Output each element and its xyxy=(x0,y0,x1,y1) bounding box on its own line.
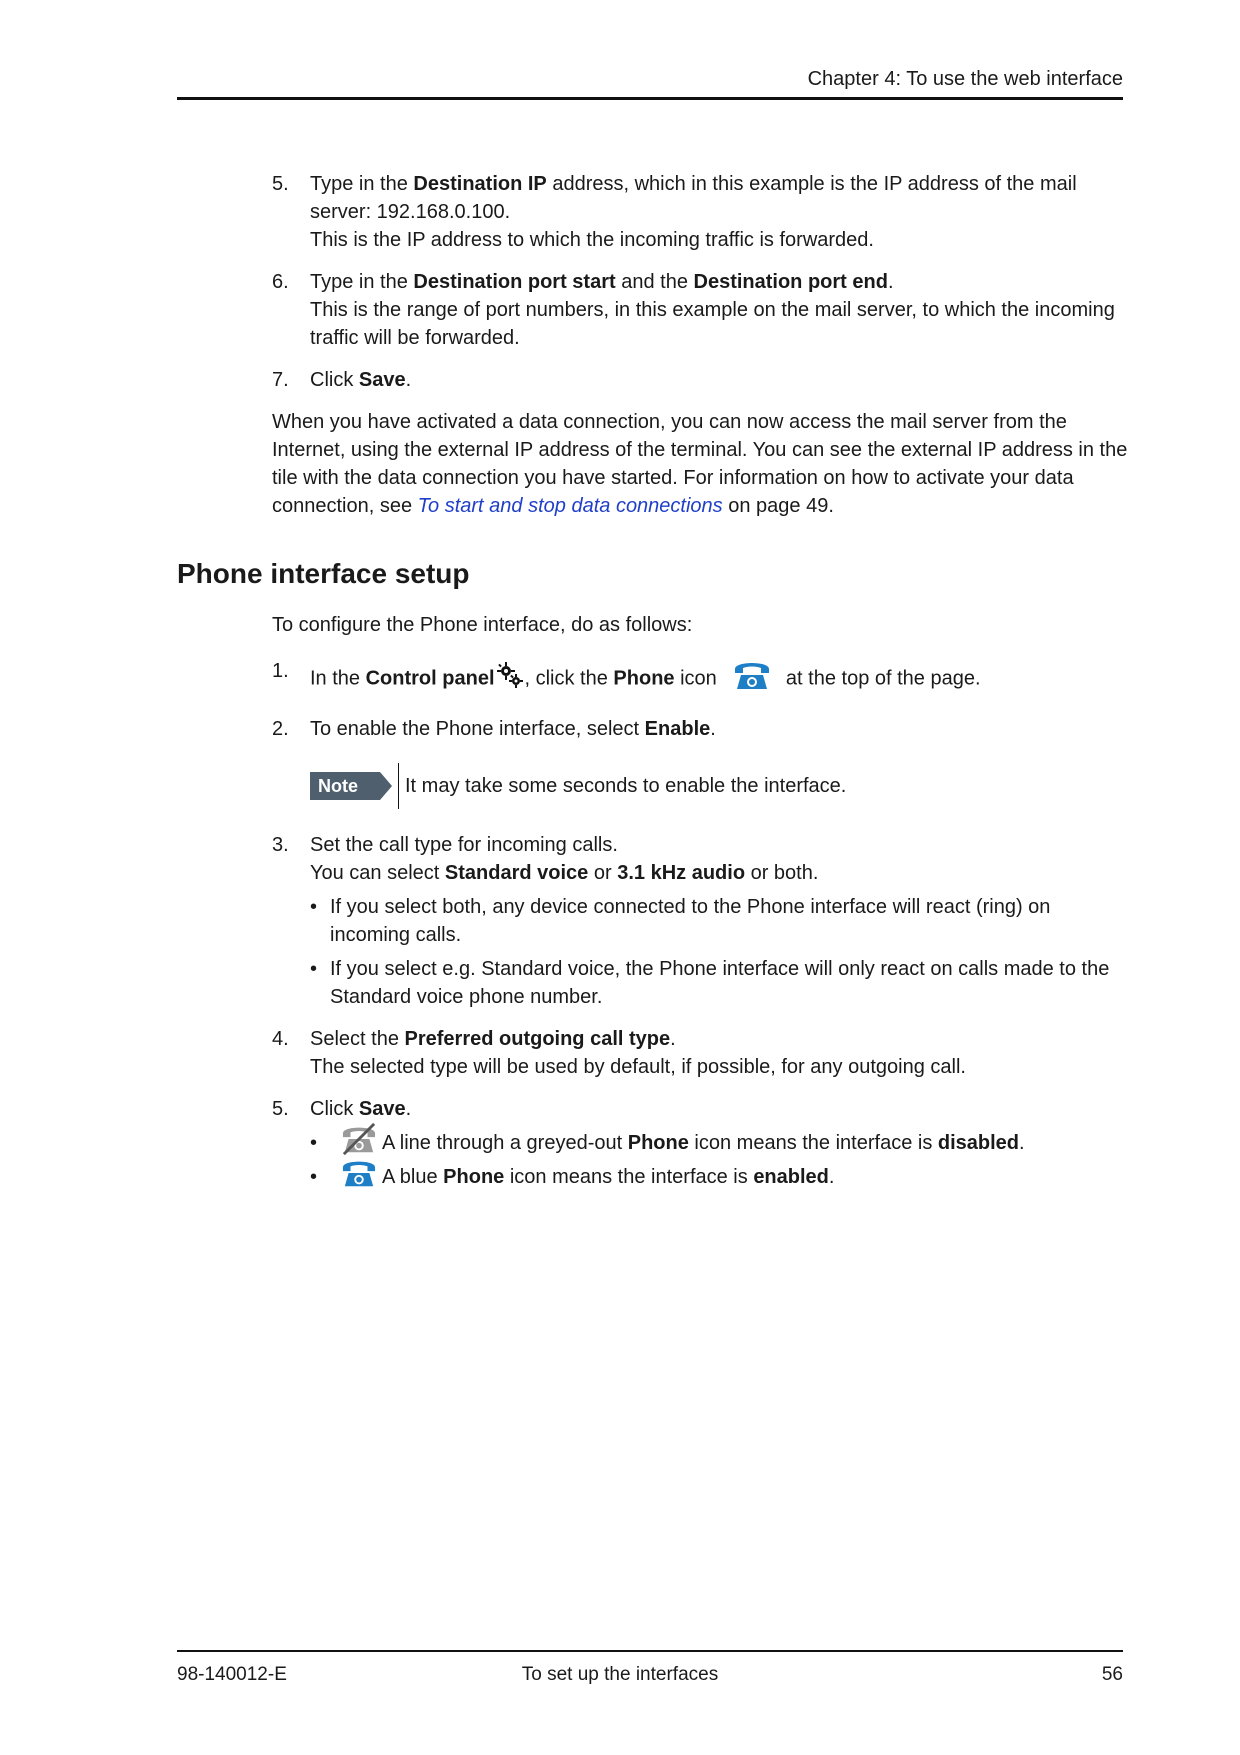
step-3 xyxy=(272,831,1132,1011)
icon-bullet-list xyxy=(310,1127,1132,1193)
list-item-text: A blue Phone icon means the interface is enabled. xyxy=(382,1166,835,1188)
running-header: Chapter 4: To use the web interface xyxy=(807,68,1123,90)
footer-title: To set up the interfaces xyxy=(521,1664,719,1685)
note-box xyxy=(310,763,1132,809)
steps-block-b xyxy=(272,611,1132,1207)
note-text: It may take some seconds to enable the interface. xyxy=(398,763,846,809)
note-tag: Note xyxy=(310,772,380,800)
step-1 xyxy=(272,657,1132,701)
step-4 xyxy=(272,1025,1132,1081)
phone-icon xyxy=(732,657,772,701)
step-number: 1. xyxy=(272,660,289,682)
footer-rule xyxy=(177,1650,1123,1652)
step-number: 2. xyxy=(272,718,289,740)
page-number: 56 xyxy=(1101,1664,1123,1685)
step-number: 7. xyxy=(272,369,289,391)
header-rule xyxy=(177,97,1123,100)
step-number: 5. xyxy=(272,1098,289,1120)
step-number: 3. xyxy=(272,834,289,856)
step-5b xyxy=(272,1095,1132,1193)
list-item: • If you select e.g. Standard voice, the Phone interface will only react on calls made to the Standard voice phone number. xyxy=(310,955,1132,1011)
doc-number: 98-140012-E xyxy=(177,1664,287,1685)
step-number: 6. xyxy=(272,271,289,293)
list-item-text: A line through a greyed-out Phone icon means the interface is disabled. xyxy=(382,1132,1025,1154)
step-2 xyxy=(272,715,1132,743)
section-heading: Phone interface setup xyxy=(177,558,470,589)
list-item xyxy=(310,1161,1132,1193)
step-text: In the Control panel , click the Phone icon at the top of the page. xyxy=(310,657,1132,701)
gears-icon xyxy=(495,660,525,698)
bullet-list xyxy=(310,893,1132,1011)
step-6 xyxy=(272,268,1132,352)
cross-reference-link[interactable]: To start and stop data connections xyxy=(417,495,723,517)
step-text: Click Save. xyxy=(310,1098,412,1120)
step-text: Set the call type for incoming calls. xyxy=(310,834,618,856)
list-item xyxy=(310,1127,1132,1159)
step-detail: You can select Standard voice or 3.1 kHz audio or both. xyxy=(310,862,819,884)
step-detail: This is the range of port numbers, in this example on the mail server, to which the incoming traffic will be forwarded. xyxy=(310,299,1115,349)
step-detail: This is the IP address to which the incoming traffic is forwarded. xyxy=(310,229,874,251)
step-number: 4. xyxy=(272,1028,289,1050)
step-text: To enable the Phone interface, select Enable. xyxy=(310,718,716,740)
phone-icon xyxy=(340,1156,378,1198)
step-text: Click Save. xyxy=(310,369,412,391)
step-detail: The selected type will be used by default, if possible, for any outgoing call. xyxy=(310,1056,966,1078)
body-paragraph: When you have activated a data connection, you can now access the mail server from the Internet, using the external IP address of the terminal. You can see the external IP address in the tile with the data connection you have started. For information on how to activate your data connection, see To start and stop data connections on page 49. xyxy=(272,411,1128,517)
bullet-dot: • xyxy=(310,1166,318,1188)
section-intro: To configure the Phone interface, do as follows: xyxy=(272,614,693,636)
step-text: Type in the Destination port start and the Destination port end. xyxy=(310,271,894,293)
list-item: • If you select both, any device connected to the Phone interface will react (ring) on incoming calls. xyxy=(310,893,1132,949)
step-7 xyxy=(272,366,1132,394)
step-5 xyxy=(272,170,1132,254)
steps-block-a xyxy=(272,170,1132,534)
step-text: Type in the Destination IP address, which in this example is the IP address of the mail server: 192.168.0.100. xyxy=(310,173,1077,223)
step-text: Select the Preferred outgoing call type. xyxy=(310,1028,676,1050)
bullet-dot: • xyxy=(310,1132,318,1154)
step-number: 5. xyxy=(272,173,289,195)
